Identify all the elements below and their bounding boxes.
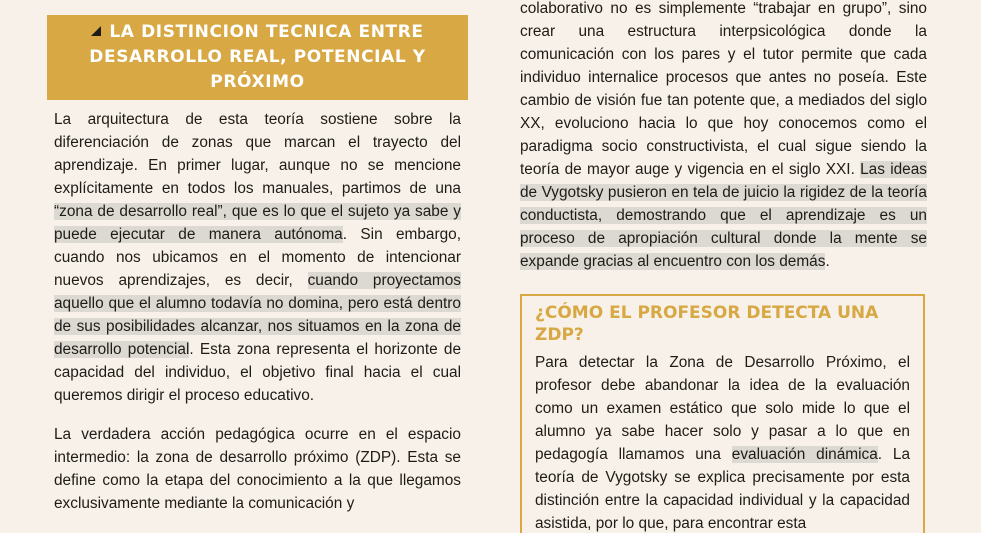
text-run: . Esta zona representa el horizonte de capacidad del individuo, el objetivo final hacia el cual queremos dirigir el proceso educativo. <box>54 341 462 404</box>
left-column <box>47 15 468 515</box>
highlight-real-zone[interactable]: “zona de desarrollo real”, que es lo que el sujeto ya sabe y puede ejecutar de manera autónoma <box>54 203 461 243</box>
section-title: LA DISTINCION TECNICA ENTRE DESARROLLO REAL, POTENCIAL Y PRÓXIMO <box>89 22 426 92</box>
section-header <box>47 15 468 100</box>
paragraph-zones <box>54 108 461 407</box>
text-run: . La teoría de Vygotsky se explica precisamente por esta distinción entre la capacidad individual y la capacidad asistida, por lo que, para encontrar esta <box>535 446 910 532</box>
text-run: . Sin embargo, cuando nos ubicamos en el momento de intencionar nuevos aprendizajes, es decir, <box>54 226 462 289</box>
highlight-vygotsky-ideas[interactable]: Las ideas de Vygotsky pusieron en tela de juicio la rigidez de la teoría conductista, demostrando que el aprendizaje es un proceso de apropiación cultural donde la mente se expande gracias al encuentro con los demás <box>520 161 927 270</box>
text-run: . <box>825 253 830 270</box>
text-run: La arquitectura de esta teoría sostiene sobre la diferenciación de zonas que marcan el trayecto del aprendizaje. En primer lugar, aunque no se mencione explícitamente en todos los manuales, partimos de una <box>54 111 461 197</box>
highlight-dynamic-evaluation[interactable]: evaluación dinámica <box>731 446 878 463</box>
left-body <box>47 108 468 515</box>
paragraph-zdp: La verdadera acción pedagógica ocurre en el espacio intermedio: la zona de desarrollo próximo (ZDP). Esta se define como la etapa del conocimiento a la que llegamos exclusivamente mediante la comunicación y <box>54 426 461 512</box>
right-column <box>520 0 927 533</box>
callout-box <box>520 294 925 533</box>
paragraph-socioconstructivism <box>520 0 927 273</box>
text-run: colaborativo no es simplemente “trabajar en grupo”, sino crear una estructura interpsicológica donde la comunicación con los pares y el tutor permite que cada individuo internalice procesos que antes no poseía. Este cambio de visión fue tan potente que, a mediados del siglo XX, evoluciono hacia lo que hoy conocemos como el paradigma socio constructivista, el cual sigue siendo la teoría de mayor auge y vigencia en el siglo XXI. <box>520 0 927 178</box>
triangle-icon <box>91 26 101 36</box>
text-run: Para detectar la Zona de Desarrollo Próximo, el profesor debe abandonar la idea de la evaluación como un examen estático que solo mide lo que el alumno ya sabe hacer solo y pasar a lo que en pedagogía llamamos una <box>535 354 910 463</box>
callout-title: ¿CÓMO EL PROFESOR DETECTA UNA ZDP? <box>535 303 879 345</box>
callout-paragraph <box>535 351 910 533</box>
highlight-potential-zone[interactable]: cuando proyectamos aquello que el alumno todavía no domina, pero está dentro de sus posibilidades alcanzar, nos situamos en la zona de desarrollo potencial <box>54 272 461 358</box>
